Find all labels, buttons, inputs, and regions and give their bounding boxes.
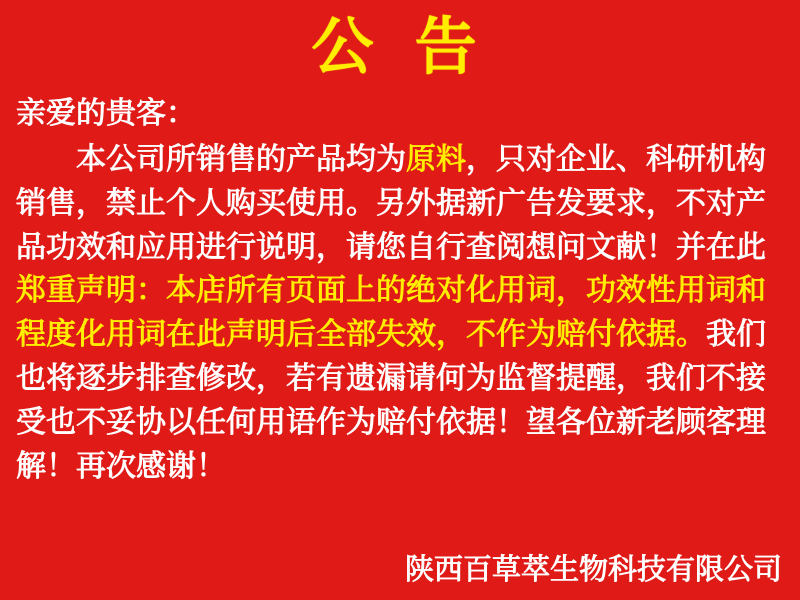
company-signature: 陕西百草萃生物科技有限公司 bbox=[404, 554, 782, 586]
page-title: 公 告 bbox=[311, 13, 489, 82]
salutation-text: 亲爱的贵客： bbox=[16, 97, 196, 131]
segment-plain-3: 我们也将逐步排查修改，若有遗漏请何为监督提醒，我们不接受也不妥协以任何用语作为赔付依据！望各位新老顾客理解！再次感谢！ bbox=[16, 318, 766, 483]
announcement-paragraph bbox=[16, 138, 784, 488]
segment-highlight-2: 郑重声明：本店所有页面上的绝对化用词，功效性用词和程度化用词在此声明后全部失效，不作为赔付依据。 bbox=[16, 274, 766, 352]
segment-plain-1: 本公司所销售的产品均为 bbox=[76, 142, 406, 176]
announcement-body bbox=[0, 82, 800, 488]
segment-highlight-1: 原料 bbox=[406, 142, 466, 176]
segment-plain-2: ，只对企业、科研机构销售，禁止个人购买使用。另外据新广告发要求，不对产品功效和应用进行说明，请您自行查阅想问文献！并在此 bbox=[16, 142, 766, 264]
